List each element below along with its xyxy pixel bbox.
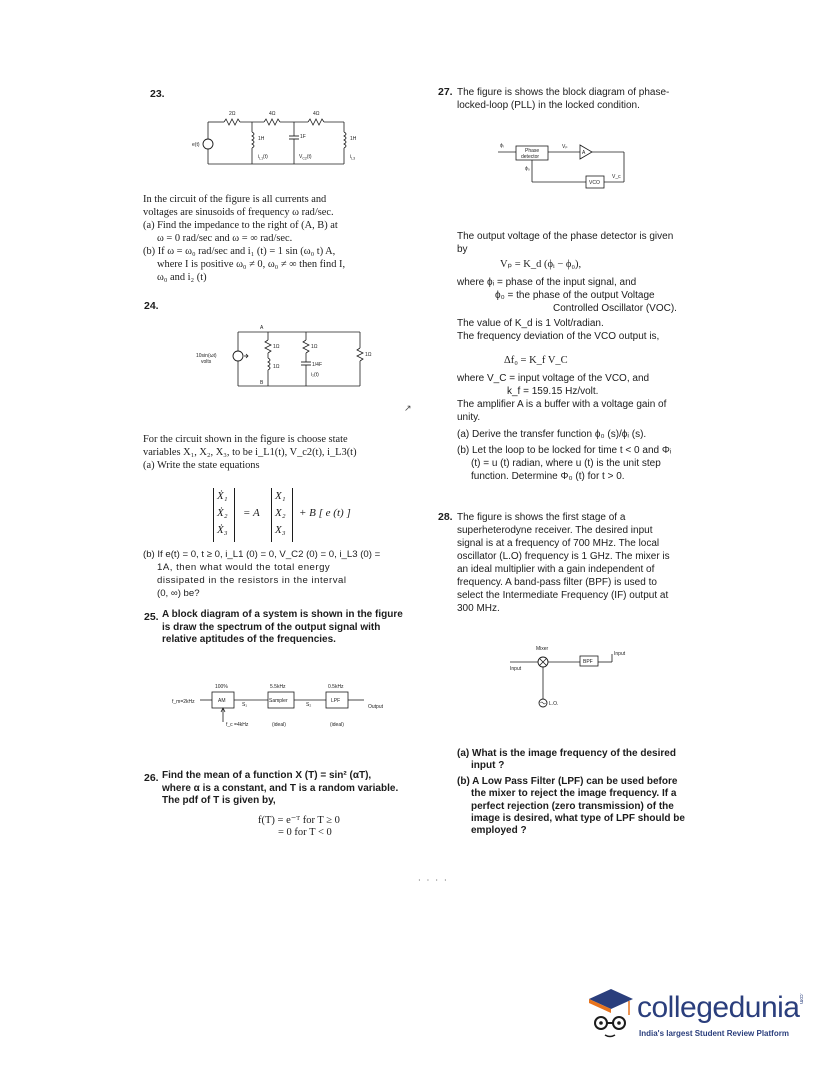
q28-part-b2: the mixer to reject the image frequency. If a bbox=[471, 788, 677, 800]
q28-parts bbox=[457, 748, 689, 838]
q23-line-3: (a) Find the impedance to the right of (A, B) at bbox=[143, 220, 338, 231]
q24-line-b3: dissipated in the resistors in the interval bbox=[157, 575, 347, 586]
q25-sampler-label: Sampler bbox=[269, 698, 288, 704]
q27-part-a: (a) Derive the transfer function ϕ₀ (s)/ϕᵢ (s). bbox=[457, 429, 647, 440]
q27-where-1: where ϕᵢ = phase of the input signal, and bbox=[457, 277, 637, 288]
q25-number: 25. bbox=[144, 611, 159, 623]
q27-kd: The value of K_d is 1 Volt/radian. bbox=[457, 318, 604, 329]
q25-line-2: is draw the spectrum of the output signal with bbox=[162, 621, 381, 633]
q28-lo-label: L.O. bbox=[549, 701, 559, 707]
q28-receiver-diagram bbox=[508, 642, 658, 712]
q24-line-b2: 1A, then what would the total energy bbox=[157, 562, 331, 573]
q23-l1-label: 1H bbox=[258, 136, 265, 142]
q28-part-b4: image is desired, what type of LPF should be bbox=[471, 813, 685, 825]
q26-equation-2: = 0 for T < 0 bbox=[278, 827, 332, 838]
q25-carrier-label: f_c =4kHz bbox=[226, 722, 249, 728]
q28-input-right: Input bbox=[614, 651, 626, 657]
q28-part-b5: employed ? bbox=[471, 825, 527, 837]
q26-line-3: The pdf of T is given by, bbox=[162, 795, 276, 806]
brand-tagline: India's largest Student Review Platform bbox=[639, 1029, 789, 1038]
q24-resistor-3 bbox=[357, 348, 363, 361]
q28-line-4: oscillator (L.O) frequency is 1 GHz. The mixer is bbox=[457, 551, 670, 562]
q27-text-top bbox=[457, 86, 689, 112]
q25-block-diagram bbox=[172, 678, 402, 738]
q23-resistor-1 bbox=[224, 119, 240, 125]
q24-r3-label: 1Ω bbox=[365, 352, 372, 358]
q27-text-mid bbox=[457, 230, 689, 256]
q24-line-2: variables X₁, X₂, X₃, to be i_L1(t), V_c2(t), i_L3(t) bbox=[143, 447, 357, 458]
q24-text-block-a bbox=[143, 433, 405, 472]
q23-line-7: ω₀ and i₂ (t) bbox=[157, 272, 207, 283]
q24-node-a: A bbox=[260, 325, 264, 331]
q23-line-2: voltages are sinusoids of frequency ω rad/sec. bbox=[143, 207, 334, 218]
q25-am-label: AM bbox=[218, 698, 226, 704]
q25-output-label: Output bbox=[368, 704, 384, 710]
q24-voltage-source bbox=[233, 351, 243, 361]
q27-vc: V_c bbox=[612, 174, 621, 180]
q23-voltage-source bbox=[203, 139, 213, 149]
q25-s1-label: S₁ bbox=[242, 702, 248, 708]
q24-state-matrix bbox=[213, 488, 373, 544]
q24-l1-label: 1Ω bbox=[273, 364, 280, 370]
q23-source-label: e(t) bbox=[192, 142, 200, 148]
q24-matrix-a: = A bbox=[243, 507, 260, 519]
q28-line-6: frequency. A band-pass filter (BPF) is used to bbox=[457, 577, 657, 588]
q24-matrix-lhs bbox=[213, 488, 235, 542]
q27-amp-2: unity. bbox=[457, 412, 481, 423]
q26-line-1: Find the mean of a function X (T) = sin² (αT), bbox=[162, 770, 372, 781]
q23-inductor-2 bbox=[344, 132, 346, 148]
q27-pd-2: detector bbox=[521, 154, 540, 160]
q23-il1-label: $i_{L1}(t)$ bbox=[258, 154, 268, 161]
q28-part-a2: input ? bbox=[471, 760, 505, 772]
q25-ideal-2: (ideal) bbox=[330, 722, 344, 728]
q24-lhs-3: Ẋ₃ bbox=[217, 524, 228, 536]
q28-line-2: superheterodyne receiver. The desired input bbox=[457, 525, 653, 536]
q24-source-label: 10sin(ωt) bbox=[196, 353, 217, 359]
q24-resistor-2 bbox=[303, 340, 309, 353]
q25-text-block bbox=[162, 609, 412, 647]
q28-line-3: signal is at a frequency of 700 MHz. The local bbox=[457, 538, 660, 549]
q25-s2-label: S₂ bbox=[306, 702, 312, 708]
q24-lhs-1: Ẋ₁ bbox=[217, 490, 228, 502]
q23-c1-label: 1F bbox=[300, 134, 306, 140]
q23-resistor-3 bbox=[308, 119, 324, 125]
q25-line-1: A block diagram of a system is shown in the figure bbox=[162, 609, 403, 620]
q27-freq: The frequency deviation of the VCO output is, bbox=[457, 331, 660, 342]
q24-matrix-tail: + B [ e (t) ] bbox=[299, 507, 351, 519]
q24-matrix-rhs bbox=[271, 488, 293, 542]
q24-c1-label: 1/4F bbox=[312, 362, 323, 368]
graduate-cap-icon bbox=[585, 985, 637, 1050]
q27-a-label: A bbox=[582, 150, 586, 156]
q24-lhs-2: Ẋ₂ bbox=[217, 507, 228, 519]
q24-resistor-1 bbox=[265, 340, 271, 353]
q25-sampler-top: 5.5kHz bbox=[270, 684, 286, 690]
q24-node-b: B bbox=[260, 380, 264, 386]
q27-part-b1: (b) Let the loop to be locked for time t < 0 and Φᵢ bbox=[457, 445, 672, 456]
q27-phi-i: ϕᵢ bbox=[500, 143, 504, 149]
q27-mid-1: The output voltage of the phase detector is given bbox=[457, 231, 674, 242]
q23-r2-label: 4Ω bbox=[269, 111, 276, 117]
q24-rhs-2: X₂ bbox=[275, 507, 286, 519]
q28-line-8: 300 MHz. bbox=[457, 603, 500, 614]
q28-input-left: Input bbox=[510, 666, 522, 672]
q27-where-block bbox=[457, 276, 689, 343]
q23-r3-label: 4Ω bbox=[313, 111, 320, 117]
q23-line-4: ω = 0 rad/sec and ω = ∞ rad/sec. bbox=[157, 233, 293, 244]
q27-where-2: ϕ₀ = the phase of the output Voltage bbox=[495, 290, 655, 301]
q27-vp: Vₚ bbox=[562, 144, 568, 150]
collegedunia-logo[interactable] bbox=[585, 985, 805, 1055]
q25-input-label: f_m=2kHz bbox=[172, 699, 195, 705]
q27-where-4: where V_C = input voltage of the VCO, and bbox=[457, 373, 650, 384]
q24-rhs-1: X₁ bbox=[275, 490, 286, 502]
q27-where-5: k_f = 159.15 Hz/volt. bbox=[507, 386, 599, 397]
q28-line-5: an ideal multiplier with a gain independent of bbox=[457, 564, 655, 575]
q23-r1-label: 2Ω bbox=[229, 111, 236, 117]
q27-part-b3: function. Determine Φ₀ (t) for t > 0. bbox=[471, 471, 625, 482]
q24-text-block-b bbox=[143, 548, 405, 600]
q27-eq-vp: Vₚ = K_d (ϕᵢ − ϕ₀), bbox=[500, 259, 582, 270]
q24-circuit-diagram bbox=[196, 322, 376, 392]
q27-part-b2: (t) = u (t) radian, where u (t) is the unit step bbox=[471, 458, 661, 469]
q27-where-block-2 bbox=[457, 372, 689, 483]
brand-name: collegedunia bbox=[637, 991, 800, 1024]
q24-rhs-3: X₃ bbox=[275, 524, 286, 536]
q27-eq-df: Δf₀ = K_f V_C bbox=[504, 355, 568, 366]
brand-com: .com bbox=[798, 993, 804, 1004]
q27-number: 27. bbox=[438, 86, 453, 98]
q23-line-1: In the circuit of the figure is all currents and bbox=[143, 194, 327, 205]
q24-number: 24. bbox=[144, 300, 159, 312]
q27-phi-o: ϕ₀ bbox=[525, 166, 530, 172]
q24-r1-label: 1Ω bbox=[273, 344, 280, 350]
pen-mark: ↗ bbox=[404, 403, 412, 413]
q28-text-block bbox=[457, 511, 689, 615]
q28-part-b1: (b) A Low Pass Filter (LPF) can be used before bbox=[457, 775, 678, 787]
q24-source-unit: volts bbox=[201, 359, 212, 365]
q27-line-1: The figure is shows the block diagram of phase- bbox=[457, 87, 670, 98]
q26-line-2: where α is a constant, and T is a random variable. bbox=[162, 782, 399, 794]
q23-vc2-label: $V_{C2}(t)$ bbox=[299, 154, 312, 161]
q27-pll-diagram bbox=[496, 136, 636, 196]
q24-line-1: For the circuit shown in the figure is choose state bbox=[143, 434, 348, 445]
q24-i2-label: i₂(t) bbox=[311, 372, 319, 378]
q23-line-6: where I is positive ω₀ ≠ 0, ω₀ ≠ ∞ then find I, bbox=[157, 259, 346, 270]
q23-number: 23. bbox=[150, 88, 165, 100]
q27-vco-label: VCO bbox=[589, 180, 600, 186]
q23-inductor-1 bbox=[252, 132, 254, 148]
q23-l2-label: 1H bbox=[350, 136, 357, 142]
q27-mid-2: by bbox=[457, 244, 468, 255]
q24-line-b1: (b) If e(t) = 0, t ≥ 0, i_L1 (0) = 0, V_C2 (0) = 0, i_L3 (0) = bbox=[143, 549, 381, 560]
q24-r2-label: 1Ω bbox=[311, 344, 318, 350]
q25-lpf-top: 0.5kHz bbox=[328, 684, 344, 690]
q27-where-3: Controlled Oscillator (VOC). bbox=[553, 303, 677, 314]
q28-part-a1: (a) What is the image frequency of the desired bbox=[457, 748, 676, 759]
q23-circuit-diagram bbox=[192, 108, 366, 168]
q24-line-b4: (0, ∞) be? bbox=[157, 588, 200, 599]
q23-text-block bbox=[143, 193, 405, 284]
q28-line-1: The figure is shows the first stage of a bbox=[457, 512, 626, 523]
q28-line-7: select the Intermediate Frequency (IF) output at bbox=[457, 590, 669, 601]
q25-ideal-1: (ideal) bbox=[272, 722, 286, 728]
q28-bpf-label: BPF bbox=[583, 659, 593, 665]
q25-am-top: 100% bbox=[215, 684, 228, 690]
q28-number: 28. bbox=[438, 511, 453, 523]
q25-line-3: relative aptitudes of the frequencies. bbox=[162, 634, 336, 645]
q24-inductor-1 bbox=[268, 358, 270, 370]
q26-number: 26. bbox=[144, 772, 159, 784]
page-dots: · · · · bbox=[418, 876, 449, 885]
q27-line-2: locked-loop (PLL) in the locked condition. bbox=[457, 100, 640, 111]
q26-equation-1: f(T) = e⁻ᵀ for T ≥ 0 bbox=[258, 815, 340, 826]
q27-amp-1: The amplifier A is a buffer with a voltage gain of bbox=[457, 399, 667, 410]
q27-pd-1: Phase bbox=[525, 148, 540, 154]
q28-part-b3: perfect rejection (zero transmission) of the bbox=[471, 800, 674, 812]
q23-line-5: (b) If ω = ω₀ rad/sec and i₁ (t) = 1 sin (ω₀ t) A, bbox=[143, 246, 336, 257]
q25-lpf-label: LPF bbox=[331, 698, 341, 704]
q28-mixer-label: Mixer bbox=[536, 646, 549, 652]
q26-text-block bbox=[162, 770, 412, 808]
q24-line-3: (a) Write the state equations bbox=[143, 460, 260, 471]
q23-resistor-2 bbox=[264, 119, 280, 125]
q23-il3-label: $i_{L3}$ bbox=[350, 154, 356, 161]
